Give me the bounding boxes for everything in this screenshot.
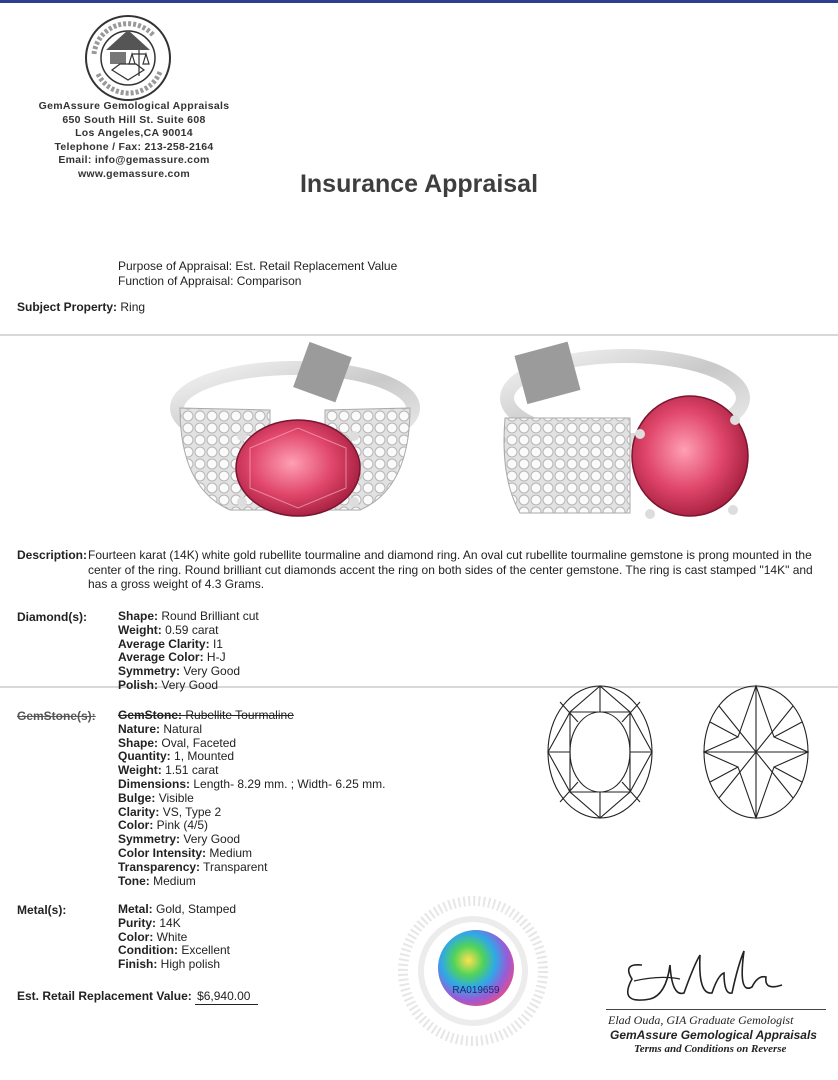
retail-value-label: Est. Retail Replacement Value: — [17, 989, 192, 1003]
spec-row — [118, 833, 385, 847]
purpose-value: Est. Retail Replacement Value — [235, 259, 398, 273]
oval-pavilion-diagram — [704, 686, 808, 818]
spec-row — [118, 709, 385, 723]
page-title: Insurance Appraisal — [299, 170, 539, 198]
metal-specs — [118, 903, 236, 972]
spec-row — [118, 931, 236, 945]
spec-key: Color: — [118, 818, 154, 833]
description-text: Fourteen karat (14K) white gold rubellite tourmaline and diamond ring. An oval cut rubellite tourmaline gemstone is prong mounted in the center of the ring. Round brilliant cut diamonds accent the ring on both sides of the center gemstone. The ring is cast stamped "14K" and has a gross weight of 4.3 Grams. — [88, 548, 813, 591]
spec-value: Gold, Stamped — [156, 902, 237, 916]
spec-row — [118, 610, 259, 624]
diamond-specs — [118, 610, 259, 693]
signature-line — [606, 1009, 826, 1010]
spec-row — [118, 778, 385, 792]
spec-value: White — [156, 929, 188, 944]
spec-key: GemStone: — [118, 708, 183, 722]
spec-value: Transparent — [203, 859, 268, 874]
spec-key: Weight: — [118, 763, 162, 778]
ring-photos — [170, 338, 750, 548]
spec-row — [118, 903, 236, 917]
spec-value: High polish — [160, 957, 221, 972]
hologram-seal — [398, 896, 548, 1046]
ring-photo-front — [177, 342, 413, 516]
spec-key: Quantity: — [118, 749, 171, 764]
spec-value: 1.51 carat — [165, 763, 219, 778]
description-label: Description: — [17, 548, 88, 562]
spec-row — [118, 847, 385, 861]
spec-value: H-J — [206, 650, 226, 665]
gemologist-signature — [620, 935, 790, 1015]
spec-key: Finish: — [118, 957, 158, 972]
company-street: 650 South Hill St. Suite 608 — [62, 113, 206, 126]
spec-row — [118, 917, 236, 931]
diamonds-label: Diamond(s): — [17, 610, 87, 624]
spec-key: Symmetry: — [118, 832, 181, 847]
oval-cut-diagrams — [538, 682, 828, 822]
spec-row — [118, 638, 259, 652]
spec-value: Rubellite Tourmaline — [185, 708, 294, 722]
spec-row — [118, 679, 259, 693]
spec-row — [118, 861, 385, 875]
spec-row — [118, 651, 259, 665]
spec-key: Purity: — [118, 915, 157, 930]
gemstone-specs — [118, 709, 385, 888]
spec-key: Transparency: — [118, 859, 201, 874]
gemologist-name: Elad Ouda, GIA Graduate Gemologist — [608, 1013, 794, 1027]
spec-key: Tone: — [118, 873, 150, 888]
spec-key: Color Intensity: — [118, 845, 207, 860]
purpose-label: Purpose of Appraisal: — [118, 259, 233, 273]
spec-value: Medium — [209, 845, 253, 860]
retail-value-line — [17, 989, 258, 1003]
spec-key: Condition: — [118, 943, 178, 958]
hologram-serial: RA019659 — [452, 985, 500, 996]
subject-line — [17, 300, 145, 314]
spec-key: Average Clarity: — [118, 636, 210, 651]
retail-value-amount: $6,940.00 — [195, 989, 258, 1005]
terms-note: Terms and Conditions on Reverse — [634, 1043, 787, 1055]
spec-value: Very Good — [161, 677, 219, 692]
spec-row — [118, 819, 385, 833]
gemstone-label: GemStone(s): — [17, 709, 96, 723]
company-website: www.gemassure.com — [77, 167, 191, 180]
gemassure-seal-logo — [84, 14, 172, 102]
subject-value: Ring — [120, 300, 146, 314]
spec-row — [118, 723, 385, 737]
spec-value: Length- 8.29 mm. ; Width- 6.25 mm. — [193, 776, 386, 791]
function-value: Comparison — [236, 274, 302, 288]
spec-row — [118, 624, 259, 638]
spec-value: Round Brilliant cut — [161, 609, 259, 623]
spec-value: Medium — [153, 873, 196, 888]
company-name: GemAssure Gemological Appraisals — [38, 100, 230, 112]
spec-key: Shape: — [118, 735, 159, 750]
company-city: Los Angeles,CA 90014 — [75, 127, 193, 140]
company-email: Email: info@gemassure.com — [58, 154, 210, 167]
spec-value: Oval, Faceted — [161, 735, 237, 750]
oval-crown-diagram — [548, 686, 652, 818]
spec-key: Weight: — [118, 622, 162, 637]
spec-row — [118, 750, 385, 764]
spec-key: Metal: — [118, 902, 153, 916]
spec-value: I1 — [212, 636, 223, 651]
spec-value: Natural — [163, 721, 203, 736]
spec-key: Bulge: — [118, 790, 156, 805]
spec-value: 0.59 carat — [165, 622, 219, 637]
spec-row — [118, 764, 385, 778]
company-phone: Telephone / Fax: 213-258-2164 — [54, 140, 214, 153]
spec-value: 1, Mounted — [174, 749, 235, 764]
ring-photo-side — [504, 342, 748, 519]
spec-value: Visible — [158, 790, 194, 805]
spec-row — [118, 665, 259, 679]
spec-key: Average Color: — [118, 650, 204, 665]
subject-label: Subject Property: — [17, 300, 118, 314]
spec-row — [118, 792, 385, 806]
purpose-line — [118, 259, 397, 273]
metal-label: Metal(s): — [17, 903, 67, 917]
spec-value: 14K — [159, 915, 181, 930]
spec-key: Color: — [118, 929, 154, 944]
fold-line — [0, 334, 838, 336]
spec-value: Excellent — [181, 943, 231, 958]
function-line — [118, 274, 301, 288]
spec-key: Symmetry: — [118, 664, 181, 679]
spec-row — [118, 958, 236, 972]
signature-company: GemAssure Gemological Appraisals — [610, 1028, 817, 1042]
spec-key: Clarity: — [118, 804, 160, 819]
spec-value: Very Good — [183, 664, 241, 679]
spec-row — [118, 875, 385, 889]
spec-row — [118, 806, 385, 820]
function-label: Function of Appraisal: — [118, 274, 234, 288]
spec-key: Shape: — [118, 609, 159, 623]
spec-value: Pink (4/5) — [156, 818, 209, 833]
spec-key: Nature: — [118, 721, 161, 736]
spec-key: Polish: — [118, 677, 159, 692]
spec-row — [118, 737, 385, 751]
top-border — [0, 0, 838, 3]
spec-key: Dimensions: — [118, 776, 191, 791]
spec-value: VS, Type 2 — [162, 804, 222, 819]
spec-row — [118, 944, 236, 958]
spec-value: Very Good — [183, 832, 241, 847]
